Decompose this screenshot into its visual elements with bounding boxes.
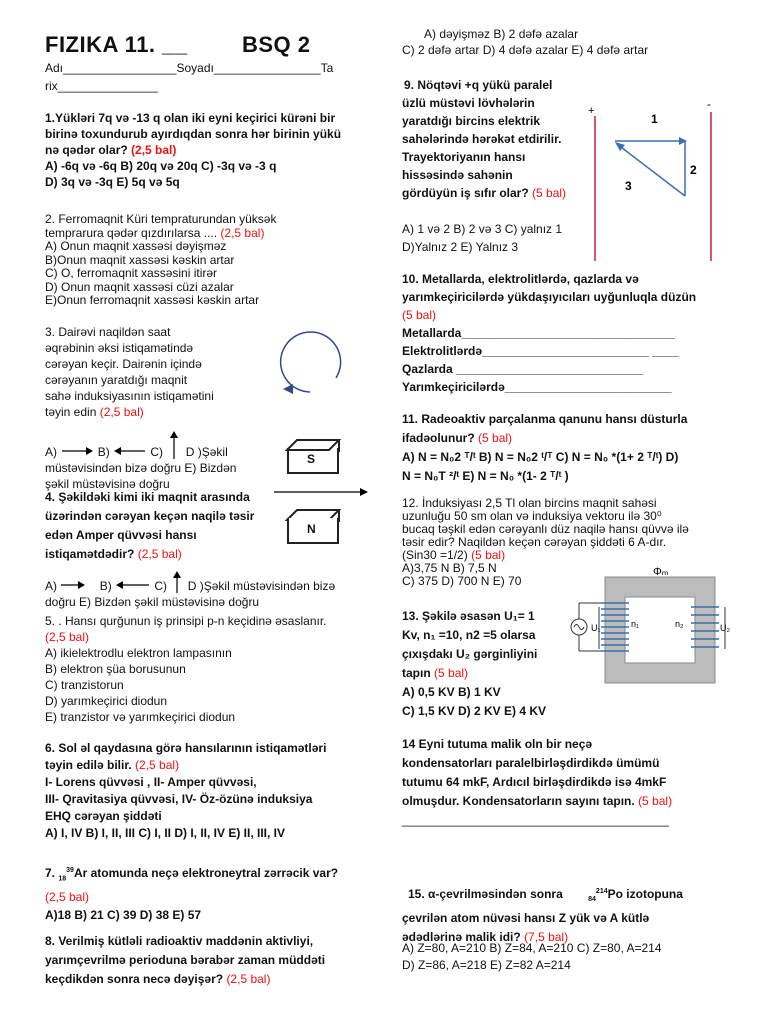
- points: (2,5 bal): [137, 547, 182, 561]
- question-8: 8. Verilmiş kütləli radioaktiv maddənin aktivliyi, yarımçevrilmə perioduna bərabər zaman müddəti keçdikdən sonra necə dəyişər? (2,5 bal): [45, 934, 326, 986]
- option-a[interactable]: A): [45, 445, 57, 459]
- transformer-diagram: [565, 565, 737, 695]
- trajectory-diagram: [585, 96, 725, 261]
- answer-blank[interactable]: Yarımkeçiricilərdə_________________________: [402, 380, 672, 394]
- answer-option[interactable]: E)Onun ferromaqnit xassəsi kəskin artar: [45, 293, 260, 307]
- points: (2,5 bal): [220, 225, 265, 240]
- arrow-right-icon: [60, 580, 86, 590]
- answer-options[interactable]: C) 1,5 KV D) 2 KV E) 4 KV: [402, 704, 547, 718]
- answer-option[interactable]: E) tranzistor və yarımkeçirici diodun: [45, 710, 236, 724]
- date-field-line[interactable]: rix_______________: [45, 79, 158, 93]
- option-d[interactable]: D )Şəkil: [185, 445, 228, 459]
- question-12: 12. İnduksiyası 2,5 Tl olan bircins maqnit sahəsi uzunluğu 50 sm olan və induksiya vektoru ilə 30⁰ bucaq təşkil edən cərəyanlı düz naqilə hansı qüvvə ilə təsir edir? Naqildən keçən cərəyan şiddəti 6 A-dır. (Sin30 =1/2) (5 bal) A)3,75 N B) 7,5 N C) 375 D) 700 N E) 70: [402, 497, 752, 588]
- answer-option[interactable]: C) tranzistorun: [45, 678, 124, 692]
- question-1: 1.Yükləri 7q və -13 q olan iki eyni keçirici kürəni bir birinə toxundurub ayırdıqdan sonra hər birinin yükü nə qədər olar? (2,5 bal) A) -6q və -6q B) 20q və 20q C) -3q və -3 q D) 3q və -3q E) 5q və 5q: [45, 110, 375, 190]
- answer-blank[interactable]: Qazlarda ____________________________: [402, 362, 643, 376]
- question-9-options: A) 1 və 2 B) 2 və 3 C) yalnız 1 D)Yalnız 2 E) Yalnız 3: [402, 222, 563, 254]
- question-10: 10. Metallarda, elektrolitlərdə, qazlarda və yarımkeçiricilərdə yükdaşıyıcıları uyğunluqla düzün (5 bal) Metallarda________________________________ Elektrolitlərdə_________________________ ____ Qazlarda ____________________________ Yarımkeçiricilərdə_________________________: [402, 270, 742, 396]
- option-c[interactable]: C): [150, 445, 164, 459]
- question-5: 5. . Hansı qurğunun iş prinsipi p-n keçidinə əsaslanır. (2,5 bal) A) ikielektrodlu elektron lampasının B) elektron şüa borusunun C) tranzistorun D) yarımkeçirici diodun E) tranzistor və yarımkeçirici diodun: [45, 613, 375, 725]
- answer-option[interactable]: B) elektron şüa borusunun: [45, 662, 186, 676]
- question-4-options: A) B) C) D )Şəkil müstəvisindən bizə doğru E) Bizdən şəkil müstəvisinə doğru: [45, 570, 365, 610]
- option-a[interactable]: A): [45, 579, 57, 593]
- answer-options[interactable]: A) 0,5 KV B) 1 KV: [402, 685, 501, 699]
- answer-option[interactable]: A) ikielektrodlu elektron lampasının: [45, 646, 232, 660]
- question-15-options: A) Z=80, A=210 B) Z=84, A=210 C) Z=80, A=214 D) Z=86, A=218 E) Z=82 A=214: [402, 941, 662, 972]
- magnet-s-top: [285, 438, 341, 452]
- arrow-right-icon: [60, 446, 94, 456]
- answer-options[interactable]: D) 3q və -3q E) 5q və 5q: [45, 175, 180, 189]
- answer-options[interactable]: A) I, IV B) I, II, III C) I, II D) I, II, IV E) II, III, IV: [45, 826, 286, 840]
- question-3-options: A) B) C) D )Şəkil müstəvisindən bizə doğru E) Bizdən şəkil müstəvisinə doğru: [45, 430, 295, 492]
- label-2: 2: [690, 163, 697, 177]
- arrow-left-icon: [113, 446, 147, 456]
- points: (5 bal): [471, 548, 506, 562]
- n1-label: n₁: [631, 619, 640, 629]
- answer-blank[interactable]: Metallarda________________________________: [402, 326, 675, 340]
- arrow-up-icon: [166, 430, 182, 460]
- question-3: 3. Dairəvi naqildən saat əqrəbinin əksi istiqamətində cərəyan keçir. Dairənin içində cərəyanın yaratdığı maqnit sahə induksiyasının istiqamətini təyin edin (2,5 bal): [45, 325, 214, 419]
- flux-label: Φₘ: [653, 566, 669, 578]
- arrow-left-icon: [115, 580, 151, 590]
- wire-arrow-icon: [270, 484, 370, 500]
- question-13: 13. Şəkilə əsasən U₁= 1 Kv, n₁ =10, n2 =5 olarsa çıxışdakı U₂ gərginliyini tapın (5 bal) A) 0,5 KV B) 1 KV C) 1,5 KV D) 2 KV E) 4 KV: [402, 607, 602, 721]
- question-11: 11. Radeoaktiv parçalanma qanunu hansı düsturla ifadəolunur? (5 bal) A) N = N₀2 ᵀ/ᵗ B) N = N₀2 ᵗ/ᵀ C) N = N₀ *(1+ 2 ᵀ/ᵗ) D) N = N₀T ²/ᵗ E) N = N₀ *(1- 2 ᵀ/ᵗ ): [402, 410, 742, 486]
- points: (2,5 bal): [135, 758, 180, 772]
- answer-option[interactable]: D) yarımkeçirici diodun: [45, 694, 168, 708]
- points: (2,5 bal): [226, 972, 271, 986]
- question-8-options: A) dəyişməz B) 2 dəfə azalar C) 2 dəfə artar D) 4 dəfə azalar E) 4 dəfə artar: [402, 27, 649, 57]
- answer-blank[interactable]: Elektrolitlərdə_________________________ ____: [402, 344, 679, 358]
- question-9: 9. Nöqtəvi +q yükü paralel üzlü müstəvi lövhələrin yaratdığı bircins elektrik sahələrində hərəkət etdirilir. Trayektoriyanın hansı hissəsində sahənin gördüyün iş sıfır olar? (5 bal): [402, 78, 567, 200]
- label-3: 3: [625, 179, 632, 193]
- question-6: 6. Sol əl qaydasına görə hansılarının istiqamətləri təyin edilə bilir. (2,5 bal) I- Lorens qüvvəsi , II- Amper qüvvəsi, III- Qravitasiya qüvvəsi, IV- Öz-özünə induksiya EHQ cərəyan şiddəti A) I, IV B) I, II, III C) I, II D) I, II, IV E) II, III, IV: [45, 740, 375, 842]
- question-15: 15. α-çevrilməsindən sonra $_{84}^{214}$Po izotopuna çevrilən atom nüvəsi hansı Z yük və A kütlə ədədlərinə malik idi? (7,5 bal): [402, 887, 683, 945]
- points: (5 bal): [434, 666, 469, 680]
- question-4: 4. Şəkildəki kimi iki maqnit arasında üzərindən cərəyan keçən naqilə təsir edən Amper qüvvəsi hansı istiqamətdədir? (2,5 bal): [45, 490, 255, 561]
- option-b[interactable]: B): [97, 445, 110, 459]
- answer-option[interactable]: A) Onun maqnit xassəsi dəyişməz: [45, 239, 227, 253]
- page-title: FIZIKA 11. __: [45, 32, 188, 57]
- name-field-line[interactable]: Adı_________________Soyadı________________Ta: [45, 61, 334, 75]
- question-14: 14 Eyni tutuma malik oln bir neçə kondensatorları paralelbirləşdirdikdə ümümü tutumu 64 mkF, Ardıcıl birləşdirdikdə isə 4mkF olmuşdur. Kondensatorların sayını tapın. (5 bal) ________________________________________: [402, 735, 742, 830]
- answer-options[interactable]: N = N₀T ²/ᵗ E) N = N₀ *(1- 2 ᵀ/ᵗ ): [402, 469, 569, 483]
- answer-option[interactable]: B)Onun maqnit xassəsi kəskin artar: [45, 252, 235, 267]
- u2-label: U₂: [720, 623, 730, 633]
- question-7: 7. $_{18}^{39}$Ar atomunda neçə elektroneytral zərrəcik var? (2,5 bal) A)18 B) 21 C) 39 D) 38 E) 57: [45, 862, 375, 924]
- points: (5 bal): [402, 308, 437, 322]
- option-d[interactable]: D )Şəkil müstəvisindən bizə: [187, 579, 336, 593]
- points: (5 bal): [532, 186, 567, 200]
- core-window: [625, 597, 695, 663]
- n2-label: n₂: [675, 619, 684, 629]
- circular-wire-icon: [238, 330, 368, 400]
- plus-label: +: [588, 105, 595, 117]
- points: (2,5 bal): [131, 143, 177, 157]
- arrow-up-icon: [170, 570, 184, 594]
- magnet-n: N: [287, 518, 339, 544]
- magnet-s: S: [287, 448, 339, 474]
- option-c[interactable]: C): [154, 579, 168, 593]
- answer-options[interactable]: A) -6q və -6q B) 20q və 20q C) -3q və -3 q: [45, 159, 277, 173]
- answer-options[interactable]: A)3,75 N B) 7,5 N: [402, 561, 497, 575]
- option-b[interactable]: B): [99, 579, 112, 593]
- arrowhead-1: [679, 137, 687, 145]
- minus-label: -: [707, 97, 711, 111]
- answer-option[interactable]: C) O, ferromaqnit xassəsini itirər: [45, 266, 218, 280]
- test-code: BSQ 2: [242, 32, 311, 57]
- answer-options[interactable]: A)18 B) 21 C) 39 D) 38 E) 57: [45, 908, 202, 923]
- answer-blank[interactable]: ________________________________________: [402, 813, 669, 827]
- points: (7,5 bal): [524, 930, 569, 945]
- points: (2,5 bal): [99, 405, 144, 419]
- answer-options[interactable]: A) N = N₀2 ᵀ/ᵗ B) N = N₀2 ᵗ/ᵀ C) N = N₀ *(1+ 2 ᵀ/ᵗ) D): [402, 450, 679, 464]
- points: (5 bal): [478, 431, 513, 445]
- answer-option[interactable]: D) Onun maqnit xassəsi cüzi azalar: [45, 279, 234, 294]
- points: (5 bal): [638, 794, 673, 808]
- answer-options[interactable]: C) 375 D) 700 N E) 70: [402, 574, 522, 588]
- label-1: 1: [651, 112, 658, 126]
- question-2: 2. Ferromaqnit Küri tempraturundan yüksək temprarura qədər qızdırılarsa .... (2,5 bal) A) Onun maqnit xassəsi dəyişməz B)Onun maqnit xassəsi kəskin artar C) O, ferromaqnit xassəsini itirər D) Onun maqnit xassəsi cüzi azalar E)Onun ferromaqnit xassəsi kəskin artar: [45, 213, 375, 308]
- points: (2,5 bal): [45, 890, 90, 905]
- u1-label: U₁: [591, 623, 601, 633]
- points: (2,5 bal): [45, 630, 90, 644]
